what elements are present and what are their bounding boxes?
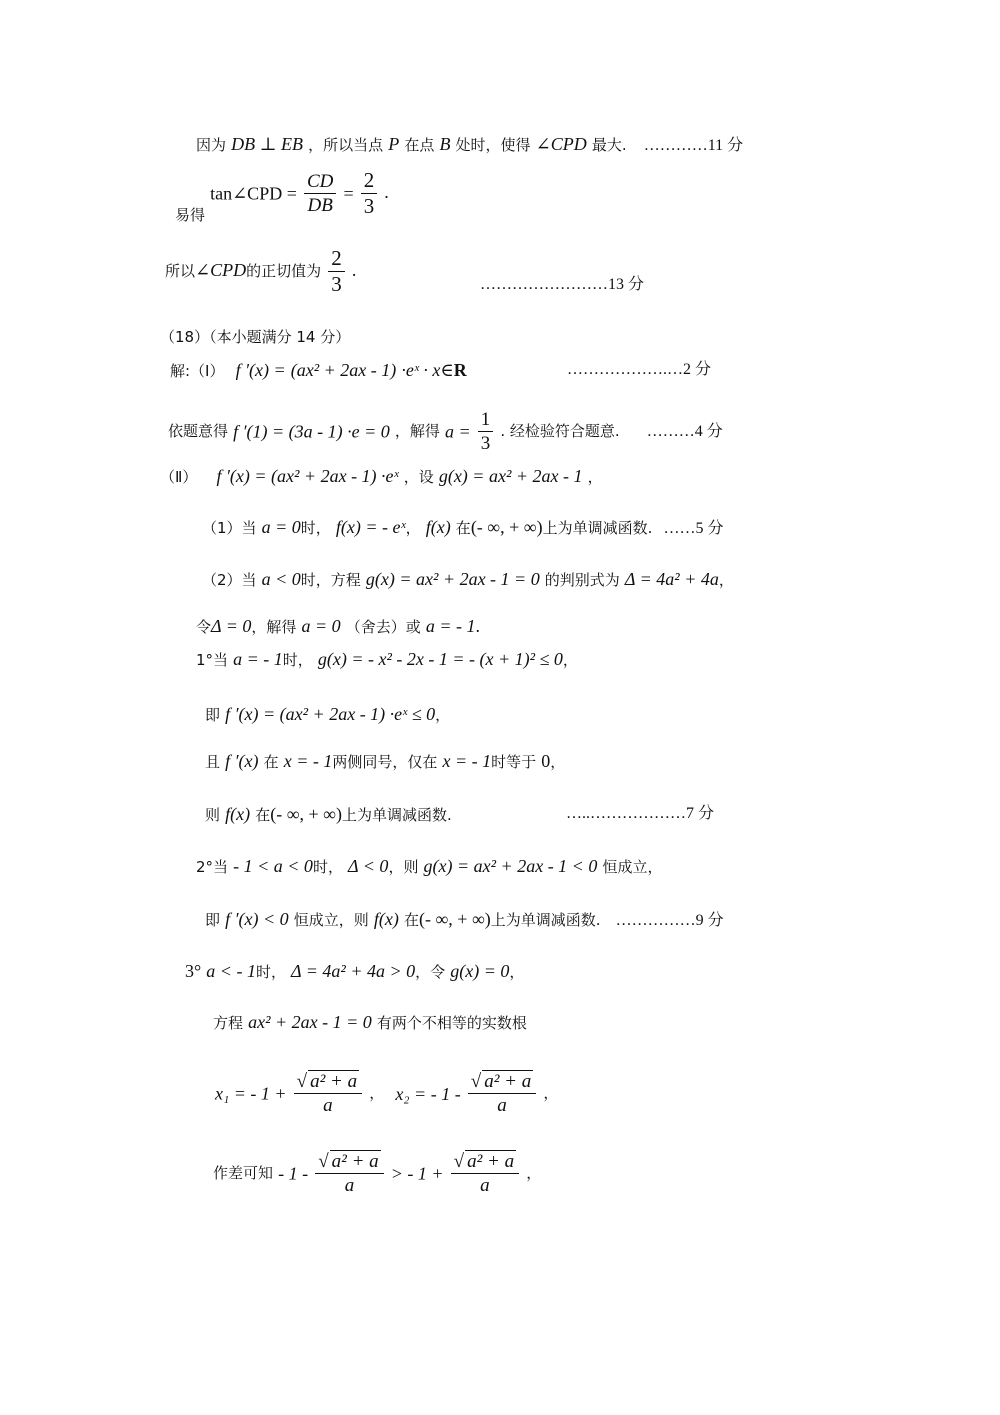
math: f(x) = - eˣ <box>335 517 406 537</box>
math: (- ∞, + ∞) <box>470 517 543 537</box>
text: 上为单调减函数. <box>542 519 653 537</box>
section-heading-18: （18）（本小题满分 14 分） <box>160 328 351 346</box>
line-part-1-derivative <box>170 361 467 379</box>
text: 最大. <box>591 136 627 154</box>
text: 依题意得 <box>168 422 229 440</box>
text: 在点 <box>404 136 435 154</box>
text: 所以 <box>165 262 196 280</box>
text: ， <box>587 468 603 486</box>
math: ax² + 2ax - 1 = 0 <box>248 1012 372 1032</box>
text: 易得 <box>175 206 206 224</box>
fraction-root-2 <box>468 1072 536 1115</box>
radicand: a² + a <box>310 1071 358 1092</box>
math: a = - 1 <box>233 649 283 669</box>
text: 在 <box>255 806 271 824</box>
text: 时， <box>282 651 313 669</box>
sqrt-icon: √ <box>296 1071 308 1092</box>
math: 0 <box>541 751 551 771</box>
text: 且 <box>205 753 221 771</box>
text: 在 <box>403 911 419 929</box>
math: x = - 1 <box>442 751 492 771</box>
numerator: 2 <box>328 248 345 272</box>
math: x₂ = - 1 - <box>395 1083 461 1104</box>
numerator <box>294 1072 362 1094</box>
text: 时， <box>255 963 286 981</box>
math: R <box>453 360 467 380</box>
math: f ′(x) = <box>235 360 286 380</box>
denominator: 3 <box>331 272 342 296</box>
denominator: a <box>323 1095 333 1116</box>
text: （舍去）或 <box>345 618 421 636</box>
math: a < - 1 <box>206 961 256 981</box>
math: = <box>343 183 354 204</box>
math: (- ∞, + ∞) <box>418 909 491 929</box>
math: a < 0 <box>261 569 301 589</box>
radicand: a² + a <box>484 1071 532 1092</box>
fraction-root-right <box>451 1152 519 1195</box>
radicand: a² + a <box>331 1151 379 1172</box>
math: DB ⊥ EB <box>231 134 304 154</box>
math: Δ < 0 <box>348 856 389 876</box>
text: ， <box>543 1084 559 1102</box>
math: P <box>388 134 400 154</box>
math: x = - 1 <box>283 751 333 771</box>
math: Δ = 4a² + 4a > 0 <box>291 961 416 981</box>
text: 即 <box>205 706 221 724</box>
math: a = 0 <box>261 517 301 537</box>
score-mark: ……………9 分 <box>615 912 724 929</box>
text: ， <box>435 706 451 724</box>
math: f ′(x) <box>225 751 259 771</box>
denominator: a <box>344 1175 355 1196</box>
numerator <box>315 1152 383 1174</box>
denominator: 3 <box>480 433 491 454</box>
math: f ′(1) = (3a - 1) ·e = 0 <box>233 421 390 442</box>
math: (- ∞, + ∞) <box>270 804 343 824</box>
math: . <box>351 260 357 280</box>
fraction-1-3 <box>478 410 494 453</box>
text: 的正切值为 <box>246 262 322 280</box>
text: 1°当 <box>196 651 229 669</box>
text: ， <box>562 651 578 669</box>
score-mark: …..………………7 分 <box>566 805 715 822</box>
numerator <box>468 1072 536 1094</box>
text: 的判别式为 <box>544 571 620 589</box>
math: f(x) <box>373 909 399 929</box>
text: 时，方程 <box>300 571 361 589</box>
text: 时， <box>300 519 331 537</box>
score-mark: ……………………13 分 <box>480 276 645 293</box>
text: （2）当 <box>202 571 257 589</box>
text: 即 <box>205 911 221 929</box>
text: ， <box>550 753 566 771</box>
line-compare-roots <box>213 1152 541 1195</box>
text: 上为单调减函数. <box>490 911 601 929</box>
text: ， <box>718 571 734 589</box>
text: ， <box>369 1084 385 1102</box>
math: a = - 1 <box>425 616 476 636</box>
line-same-sign <box>205 752 565 770</box>
denominator: DB <box>307 195 333 216</box>
math: g(x) = ax² + 2ax - 1 = 0 <box>365 569 540 589</box>
math: ∠CPD <box>535 134 587 154</box>
line-subcase-2 <box>196 857 662 875</box>
math: g(x) = 0 <box>450 961 510 981</box>
math: g(x) = - x² - 2x - 1 = - (x + 1)² ≤ 0 <box>317 649 563 669</box>
line-monotone-decreasing-2 <box>205 910 724 929</box>
text: ，解得 <box>251 618 297 636</box>
math: f ′(x) = (ax² + 2ax - 1) ·eˣ <box>216 466 399 486</box>
math: f ′(x) = (ax² + 2ax - 1) ·eˣ ≤ 0 <box>225 704 436 724</box>
math: f(x) <box>225 804 251 824</box>
math: (ax² + 2ax - 1) <box>290 360 397 380</box>
numerator: 2 <box>361 170 378 194</box>
line-tan-cpd <box>175 170 389 223</box>
numerator: 1 <box>478 410 494 432</box>
line-db-perp-eb <box>196 135 743 154</box>
text: 则 <box>205 806 221 824</box>
math: a = <box>445 421 471 442</box>
text: ， <box>405 519 421 537</box>
line-case-2 <box>202 570 734 588</box>
sqrt-icon: √ <box>470 1071 482 1092</box>
math: tan∠CPD = <box>210 183 297 204</box>
math: Δ = 0 <box>211 616 252 636</box>
math: a = 0 <box>301 616 341 636</box>
math: . <box>475 616 481 636</box>
text: 在 <box>263 753 279 771</box>
text: 解:（Ⅰ） <box>170 362 225 380</box>
score-mark: ……5 分 <box>663 520 724 537</box>
math: B <box>439 134 451 154</box>
sqrt-icon: √ <box>318 1151 329 1172</box>
numerator <box>451 1152 519 1174</box>
math: Δ = 4a² + 4a <box>624 569 719 589</box>
line-roots-formula <box>215 1072 558 1115</box>
text: （Ⅱ） <box>160 468 198 486</box>
sqrt-icon: √ <box>453 1151 465 1172</box>
line-solve-a <box>168 410 723 453</box>
line-delta-zero <box>196 617 480 635</box>
text: 在 <box>455 519 471 537</box>
fraction-2-3 <box>361 170 378 217</box>
line-tangent-value <box>165 248 356 295</box>
math: > - 1 + <box>390 1163 444 1184</box>
numerator: CD <box>304 172 336 194</box>
denominator: a <box>497 1095 507 1116</box>
line-case-1 <box>202 518 724 537</box>
text: 令 <box>196 618 212 636</box>
math: ·eˣ · x∈ <box>401 360 454 380</box>
math: - 1 - <box>278 1163 309 1184</box>
score-mark: …………11 分 <box>643 137 744 154</box>
text: 2°当 <box>196 858 229 876</box>
math: - 1 < a < 0 <box>233 856 313 876</box>
line-subcase-3 <box>185 962 524 980</box>
text: 因为 <box>196 136 227 154</box>
text: ，设 <box>403 468 434 486</box>
text: ，解得 <box>394 422 440 440</box>
text: （1）当 <box>202 519 257 537</box>
math: ∠CPD <box>195 260 247 280</box>
fraction-cd-db <box>304 172 336 215</box>
text: ，则 <box>388 858 419 876</box>
score-mark: ………4 分 <box>646 422 723 440</box>
text: 3° <box>185 961 202 981</box>
denominator: 3 <box>363 194 375 218</box>
fraction-root-1 <box>294 1072 362 1115</box>
score-mark: ……………….…2 分 <box>567 361 712 378</box>
math: x₁ = - 1 + <box>215 1083 287 1104</box>
text: 方程 <box>213 1014 244 1032</box>
radicand: a² + a <box>467 1151 515 1172</box>
math: f ′(x) < 0 <box>225 909 289 929</box>
text: 两侧同号，仅在 <box>332 753 438 771</box>
text: 处时，使得 <box>455 136 531 154</box>
text: 上为单调减函数. <box>342 806 452 824</box>
line-subcase-1 <box>196 650 578 668</box>
line-part-2-define-g <box>160 467 603 485</box>
text: 有两个不相等的实数根 <box>376 1014 527 1032</box>
math: g(x) = ax² + 2ax - 1 <box>438 466 583 486</box>
math: f(x) <box>425 517 451 537</box>
fraction-2-3 <box>328 248 345 295</box>
text: 恒成立， <box>602 858 663 876</box>
text: 时， <box>312 858 343 876</box>
text: ， <box>526 1164 542 1182</box>
text: ， <box>509 963 525 981</box>
math: . <box>384 182 389 202</box>
math: g(x) = ax² + 2ax - 1 < 0 <box>423 856 598 876</box>
fraction-root-left <box>315 1152 383 1195</box>
text: 恒成立，则 <box>293 911 369 929</box>
line-monotone-decreasing-1 <box>205 805 452 823</box>
text: 时等于 <box>491 753 537 771</box>
denominator: a <box>480 1175 490 1196</box>
line-two-roots <box>213 1013 527 1031</box>
text: 作差可知 <box>213 1164 274 1182</box>
text: . 经检验符合题意. <box>500 422 620 440</box>
text: ，令 <box>415 963 446 981</box>
line-derivative-nonpositive <box>205 705 450 723</box>
text: ，所以当点 <box>308 136 384 154</box>
